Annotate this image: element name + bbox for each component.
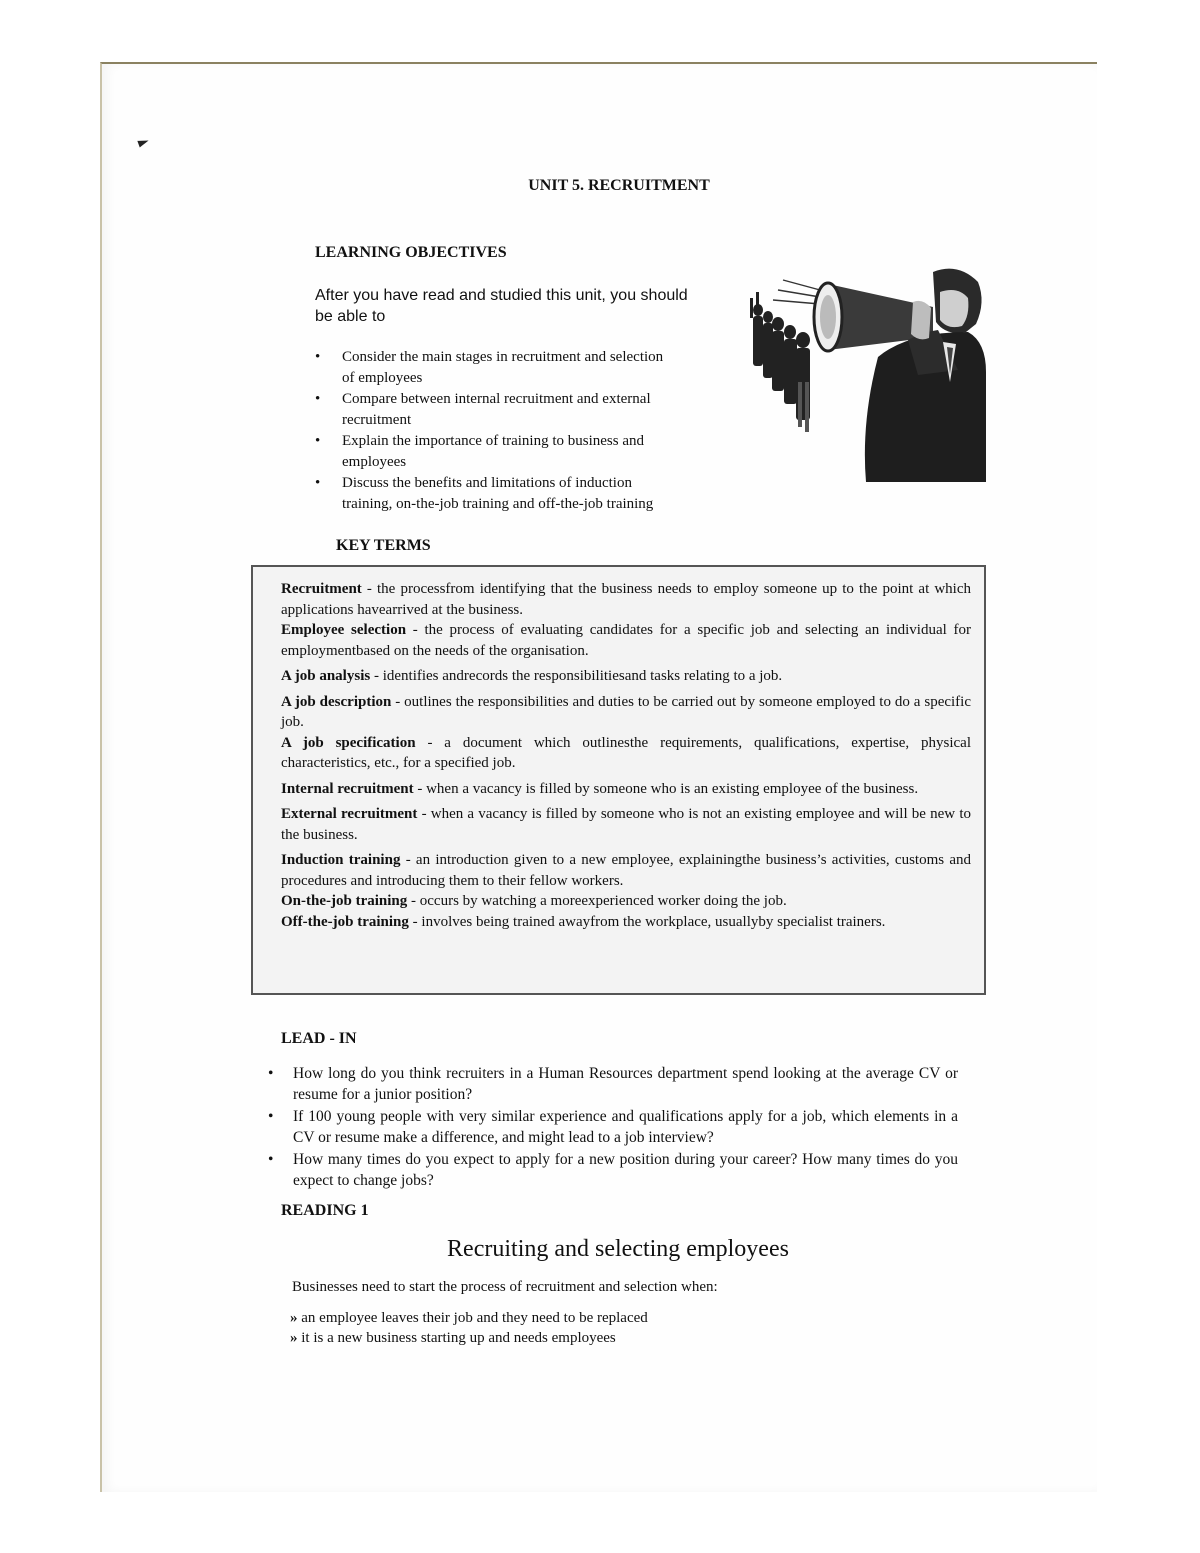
key-term-definition: - outlines the responsibilities and duties to be carried out by someone employed to do a specific job. [281,693,971,730]
key-term [281,779,971,800]
key-term-definition: - occurs by watching a moreexperienced worker doing the job. [407,893,787,909]
key-term-name: A job analysis [281,668,371,684]
key-terms-heading: KEY TERMS [336,537,431,554]
lead-in-question: • How long do you think recruiters in a Human Resources department spend looking at the average CV or resume for a junior position? [268,1064,958,1105]
key-term-name: Induction training [281,852,401,868]
key-terms-list [281,579,971,932]
margin-mark: ► [135,132,152,152]
key-term-name: Off-the-job training [281,913,409,930]
reading-list-item [290,1308,648,1328]
reading-intro: Businesses need to start the process of recruitment and selection when: [292,1279,718,1295]
reading-heading: READING 1 [281,1202,369,1219]
key-term-name: A job specification [281,734,416,751]
key-term [281,912,971,933]
key-term-name: On-the-job training [281,893,408,909]
reading-list [290,1308,648,1348]
reading-list-item-text: it is a new business starting up and needs employees [301,1330,616,1346]
key-term [281,620,971,661]
key-term [281,666,971,687]
megaphone-recruiter-illustration [728,262,988,487]
key-term-definition: - when a vacancy is filled by someone who is not an existing employee and will be new to the business. [281,806,971,843]
objective-item: • Explain the importance of training to business and employees [315,431,675,473]
key-term [281,804,971,845]
unit-title: UNIT 5. RECRUITMENT [528,177,710,194]
key-term-definition: - a document which outlinesthe requirements, qualifications, expertise, physical characteristics, etc., for a specified job. [281,734,971,771]
key-term-definition: - the process of evaluating candidates for a specific job and selecting an individual for employmentbased on the needs of the organisation. [281,622,972,659]
reading-list-item-text: an employee leaves their job and they need to be replaced [301,1310,648,1326]
key-term [281,733,971,774]
key-term [281,891,971,912]
key-term-name: External recruitment [281,806,418,822]
objective-item: • Compare between internal recruitment and external recruitment [315,389,675,431]
key-term-name: Recruitment [281,581,362,597]
key-term-definition: - when a vacancy is filled by someone who is an existing employee of the business. [413,780,919,797]
key-term-definition: - the processfrom identifying that the business needs to employ someone up to the point at which applications havearrived at the business. [281,581,971,618]
key-term-definition: - identifies andrecords the responsibilitiesand tasks relating to a job. [370,668,783,684]
learning-objectives-heading: LEARNING OBJECTIVES [315,244,507,261]
reading-list-item [290,1328,648,1348]
objective-item: • Consider the main stages in recruitment and selection of employees [315,347,675,389]
lead-in-question: • If 100 young people with very similar experience and qualifications apply for a job, which elements in a CV or resume make a difference, and might lead to a job interview? [268,1107,958,1148]
learning-objectives-list [315,347,675,515]
lead-in-question: • How many times do you expect to apply for a new position during your career? How many times do you expect to change jobs? [268,1150,958,1191]
objective-item: • Discuss the benefits and limitations of induction training, on-the-job training and off-the-job training [315,473,675,515]
key-term-name: Internal recruitment [281,780,414,797]
key-term-definition: - an introduction given to a new employee, explainingthe business’s activities, customs and procedures and introducing them to their fellow workers. [281,852,971,889]
learning-objectives-intro: After you have read and studied this unit, you should be able to [315,287,688,325]
key-term [281,692,971,733]
lead-in-list [268,1064,958,1193]
key-term-name: A job description [281,693,392,710]
key-term-definition: - involves being trained awayfrom the workplace, usuallyby specialist trainers. [408,913,886,930]
lead-in-heading: LEAD - IN [281,1030,357,1047]
key-term [281,850,971,891]
key-terms-box [251,565,986,995]
reading-title: Recruiting and selecting employees [447,1236,789,1262]
key-term-name: Employee selection [281,622,407,638]
key-term [281,579,971,620]
